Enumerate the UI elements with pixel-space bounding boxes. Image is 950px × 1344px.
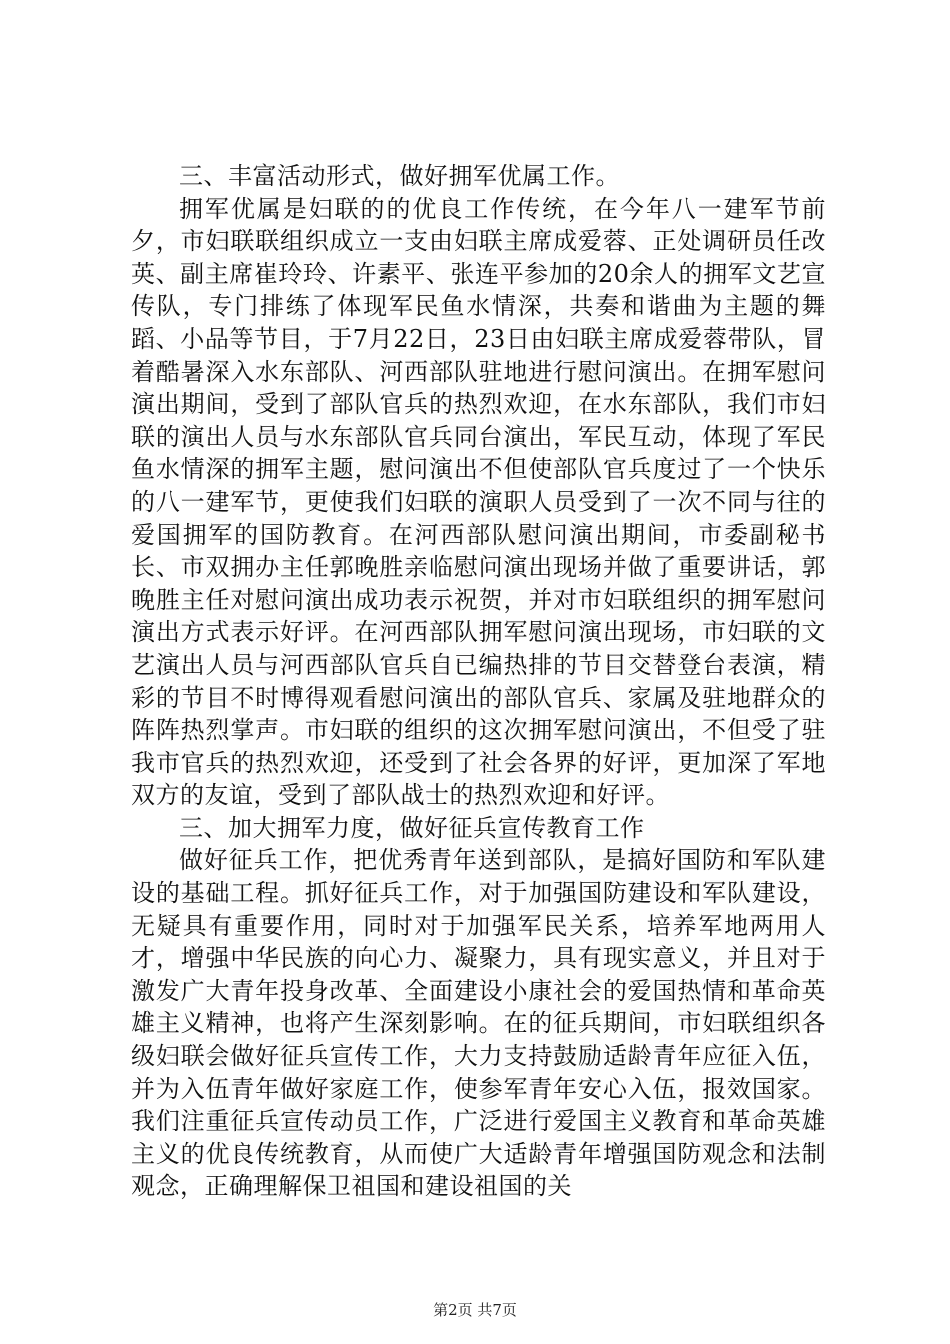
body-paragraph: 拥军优属是妇联的的优良工作传统，在今年八一建军节前夕，市妇联联组织成立一支由妇联主席成爱蓉、正处调研员任改英、副主席崔玲玲、许素平、张连平参加的20余人的拥军文艺宣传队，专门排练了体现军民鱼水情深，共奏和谐曲为主题的舞蹈、小品等节目，于7月22日，23日由妇联主席成爱蓉带队，冒着酷暑深入水东部队、河西部队驻地进行慰问演出。在拥军慰问演出期间，受到了部队官兵的热烈欢迎，在水东部队，我们市妇联的演出人员与水东部队官兵同台演出，军民互动，体现了军民鱼水情深的拥军主题，慰问演出不但使部队官兵度过了一个快乐的八一建军节，更使我们妇联的演职人员受到了一次不同与往的爱国拥军的国防教育。在河西部队慰问演出期间，市委副秘书长、市双拥办主任郭晚胜亲临慰问演出现场并做了重要讲话，郭晚胜主任对慰问演出成功表示祝贺，并对市妇联组织的拥军慰问演出方式表示好评。在河西部队拥军慰问演出现场，市妇联的文艺演出人员与河西部队官兵自已编热排的节目交替登台表演，精彩的节目不时博得观看慰问演出的部队官兵、家属及驻地群众的阵阵热烈掌声。市妇联的组织的这次拥军慰问演出，不但受了驻我市官兵的热烈欢迎，还受到了社会各界的好评，更加深了军地双方的友谊，受到了部队战士的热烈欢迎和好评。 — [131, 194, 826, 810]
body-paragraph: 做好征兵工作，把优秀青年送到部队，是搞好国防和军队建设的基础工程。抓好征兵工作，对于加强国防建设和军队建设，无疑具有重要作用，同时对于加强军民关系，培养军地两用人才，增强中华民族的向心力、凝聚力，具有现实意义，并且对于激发广大青年投身改革、全面建设小康社会的爱国热情和革命英雄主义精神，也将产生深刻影响。在的征兵期间，市妇联组织各级妇联会做好征兵宣传工作，大力支持鼓励适龄青年应征入伍，并为入伍青年做好家庭工作，使参军青年安心入伍，报效国家。我们注重征兵宣传动员工作，广泛进行爱国主义教育和革命英雄主义的优良传统教育，从而使广大适龄青年增强国防观念和法制观念，正确理解保卫祖国和建设祖国的关 — [131, 846, 826, 1201]
document-body — [131, 160, 826, 1203]
section-heading: 三、加大拥军力度，做好征兵宣传教育工作 — [179, 813, 645, 842]
page-number: 第2页 共7页 — [433, 1301, 517, 1319]
section-heading: 三、丰富活动形式，做好拥军优属工作。 — [179, 162, 620, 190]
